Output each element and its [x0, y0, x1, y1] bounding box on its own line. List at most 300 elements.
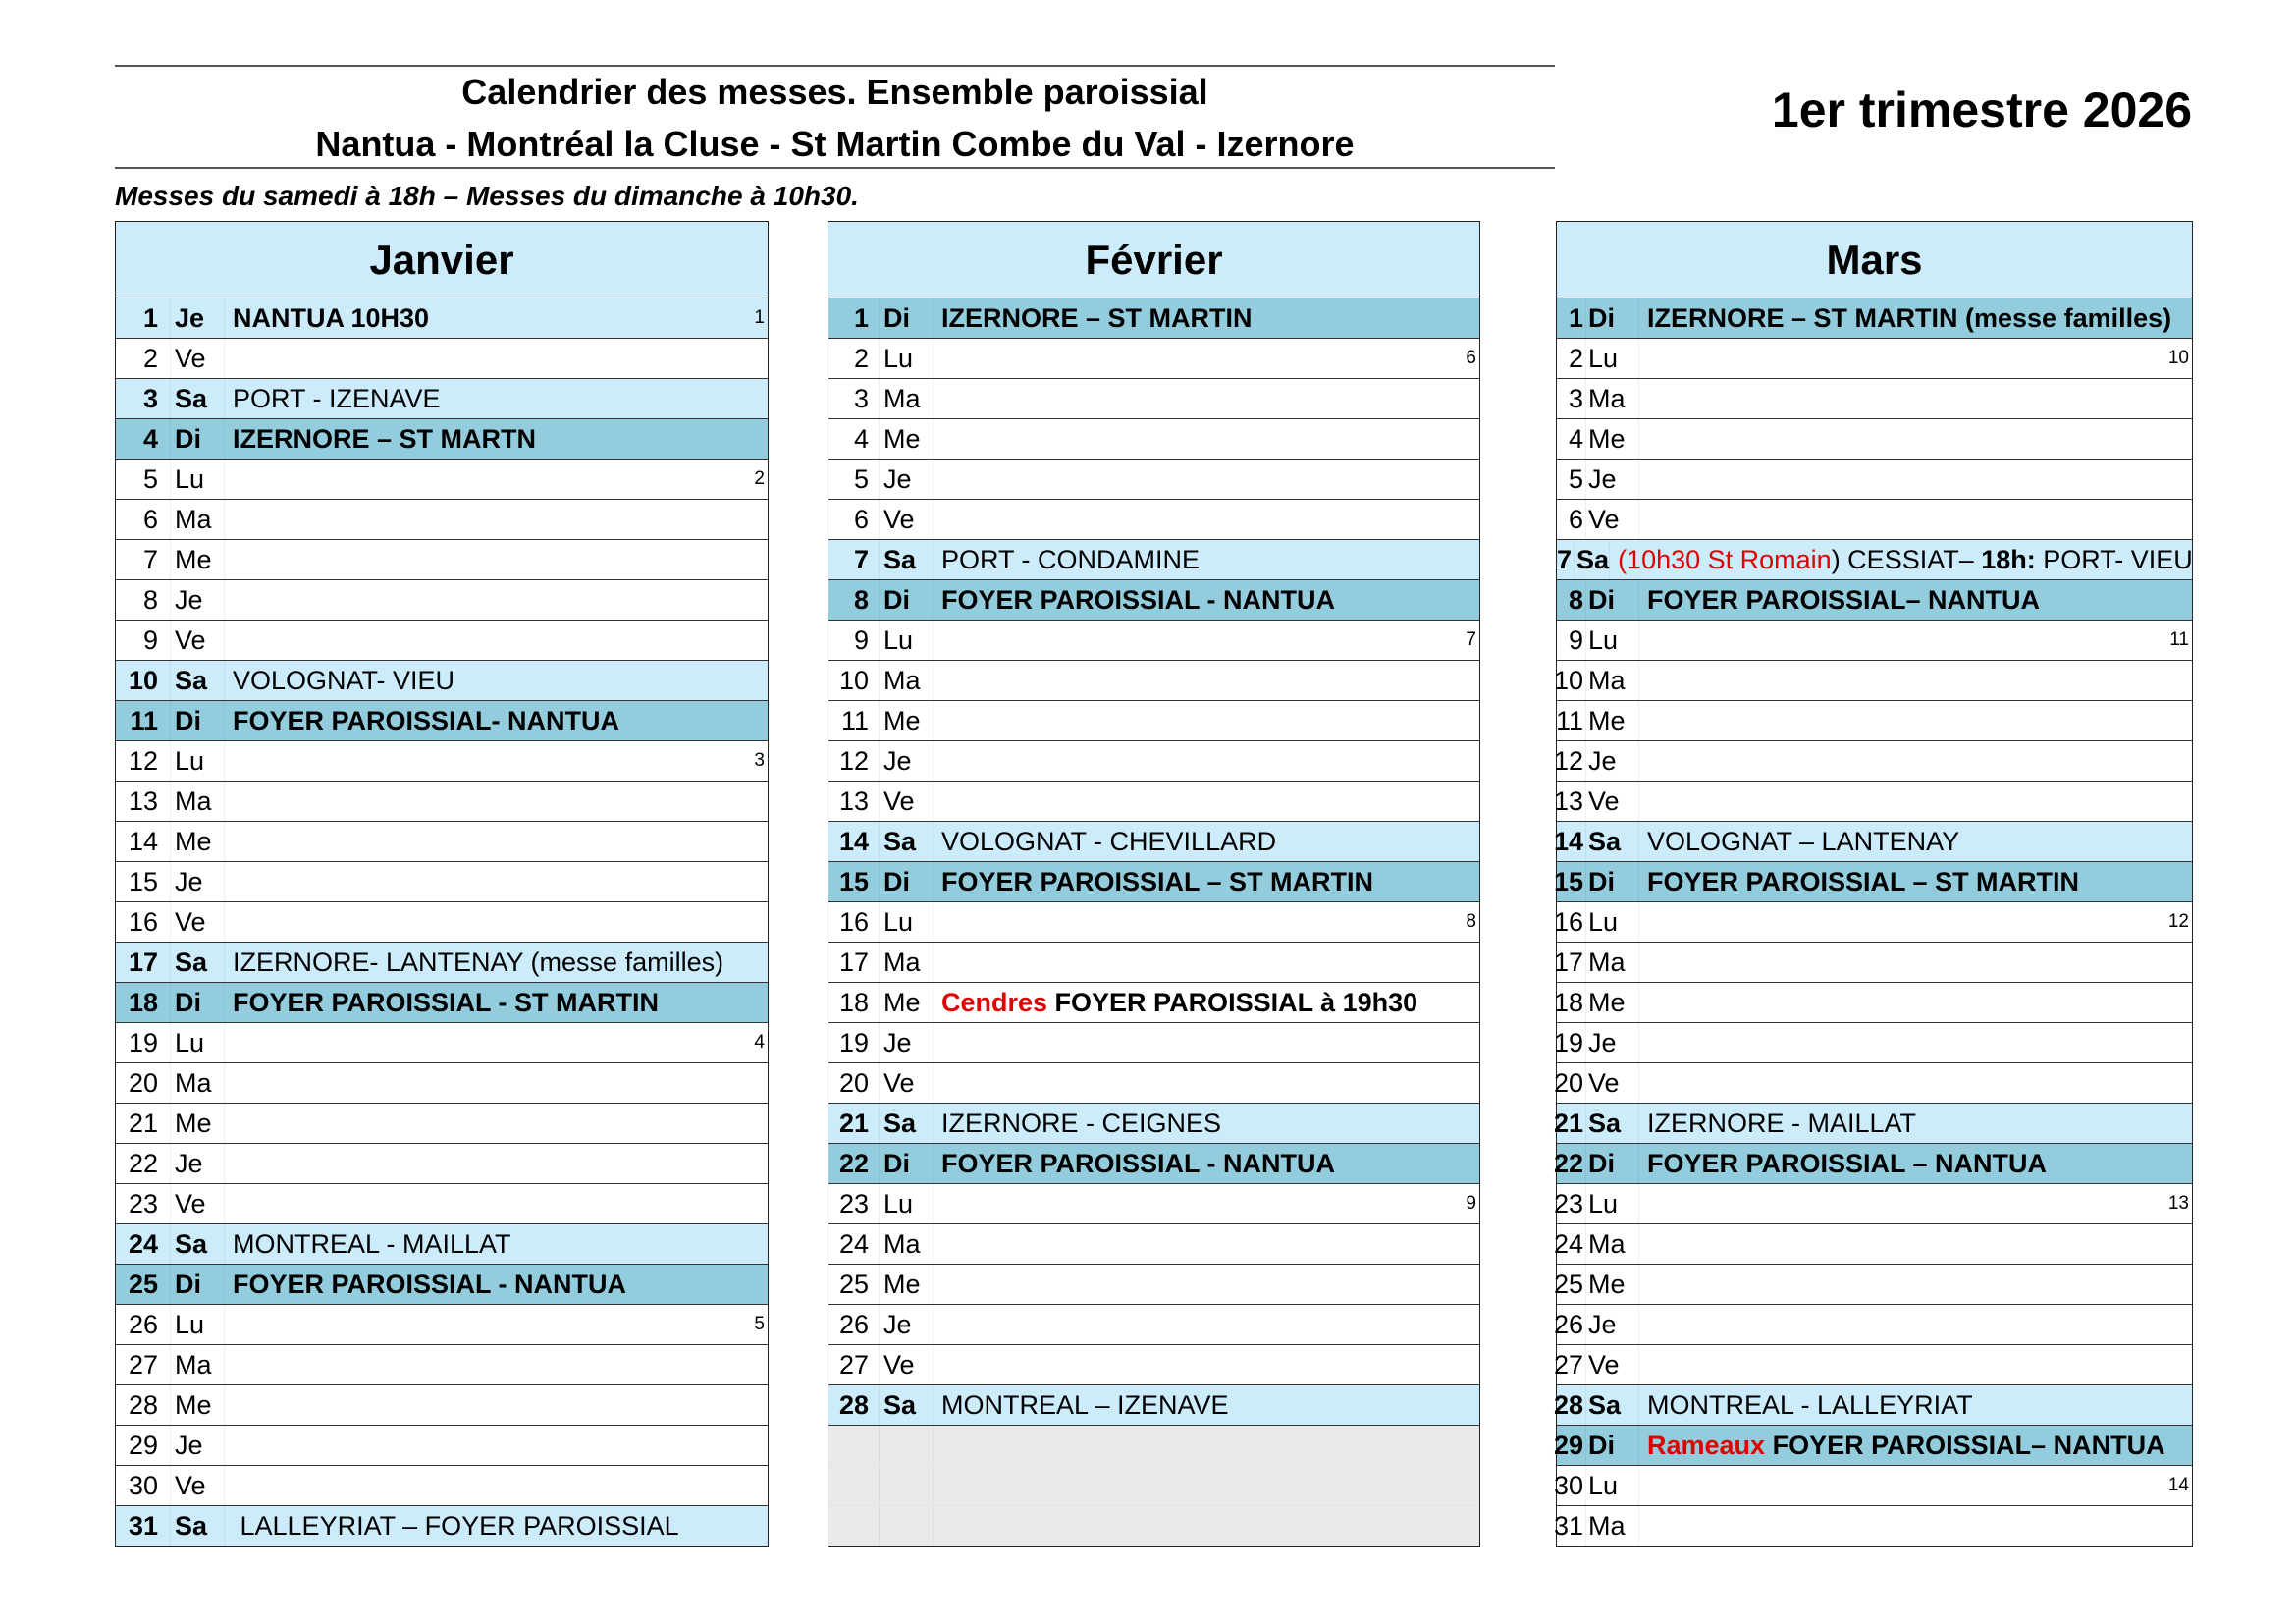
month-table-mars — [1553, 221, 2193, 1547]
day-name: Sa — [171, 1224, 225, 1264]
day-row — [828, 540, 1479, 580]
day-number: 16 — [828, 902, 880, 942]
day-row — [116, 902, 768, 943]
day-name: Ve — [1586, 1345, 1639, 1384]
day-row — [828, 1184, 1479, 1224]
mass-location-text: PORT - CONDAMINE — [941, 544, 1201, 574]
day-number: 11 — [116, 701, 171, 740]
day-row — [116, 500, 768, 540]
day-name: Me — [880, 419, 934, 459]
day-number: 9 — [828, 621, 880, 660]
day-row — [828, 1063, 1479, 1104]
day-row — [828, 298, 1479, 339]
day-number: 30 — [116, 1466, 171, 1505]
day-number: 21 — [116, 1104, 171, 1143]
month-table-fevrier — [828, 221, 1480, 1547]
day-row — [116, 782, 768, 822]
day-name: Je — [1586, 1023, 1639, 1062]
mass-location — [1639, 303, 2192, 334]
day-row — [116, 862, 768, 902]
empty-filler-row — [828, 1506, 1479, 1546]
mass-location-text: FOYER PAROISSIAL- NANTUA — [233, 705, 620, 735]
mass-location-part: (10h30 St Romain — [1618, 544, 1832, 574]
day-name: Je — [880, 460, 934, 499]
day-number: 31 — [116, 1506, 171, 1546]
day-row — [116, 1144, 768, 1184]
day-name: Ma — [1586, 1506, 1639, 1546]
mass-location — [225, 1229, 768, 1260]
day-number: 5 — [116, 460, 171, 499]
day-number: 29 — [1557, 1426, 1586, 1465]
mass-location — [1639, 867, 2192, 897]
day-number: 23 — [1557, 1184, 1586, 1223]
day-row — [116, 419, 768, 460]
mass-location — [934, 545, 1479, 575]
day-name: Me — [880, 701, 934, 740]
mass-location — [1639, 585, 2192, 616]
day-name: Ma — [1586, 1224, 1639, 1264]
day-name: Me — [1586, 419, 1639, 459]
day-row — [1553, 1104, 2192, 1144]
day-row — [828, 701, 1479, 741]
day-row — [1557, 580, 2192, 621]
day-row — [1557, 379, 2192, 419]
mass-location — [934, 585, 1479, 616]
day-number: 6 — [116, 500, 171, 539]
mass-location-part: 18h: — [1981, 544, 2036, 574]
day-row — [828, 339, 1479, 379]
day-number: 11 — [828, 701, 880, 740]
day-name: Ve — [171, 902, 225, 942]
day-row — [1553, 1385, 2192, 1426]
day-name: Ma — [171, 782, 225, 821]
day-name: Je — [171, 1144, 225, 1183]
day-number: 15 — [116, 862, 171, 901]
day-number: 10 — [116, 661, 171, 700]
week-number: 4 — [754, 1032, 765, 1053]
day-number: 24 — [1557, 1224, 1586, 1264]
mass-location — [225, 424, 768, 455]
mass-location — [225, 303, 768, 334]
day-name: Di — [1586, 1144, 1639, 1183]
day-row — [1557, 621, 2192, 661]
day-number: 18 — [1557, 983, 1586, 1022]
empty-cell — [828, 1506, 880, 1546]
day-number: 25 — [828, 1265, 880, 1304]
day-name: Ve — [880, 1345, 934, 1384]
day-number: 22 — [828, 1144, 880, 1183]
day-row — [1557, 298, 2192, 339]
day-number: 26 — [1557, 1305, 1586, 1344]
mass-location-text: FOYER PAROISSIAL à 19h30 — [1047, 987, 1418, 1017]
day-row — [116, 1104, 768, 1144]
week-number: 3 — [754, 750, 765, 771]
day-number: 5 — [828, 460, 880, 499]
day-name: Me — [880, 983, 934, 1022]
day-rows — [116, 298, 768, 1546]
mass-location — [1610, 545, 2193, 575]
day-number: 16 — [1557, 902, 1586, 942]
day-number: 8 — [116, 580, 171, 620]
quarter-label: 1er trimestre 2026 — [1771, 82, 2192, 137]
day-row — [828, 741, 1479, 782]
day-row — [1553, 983, 2192, 1023]
day-number: 13 — [116, 782, 171, 821]
day-number: 4 — [116, 419, 171, 459]
day-row — [116, 1224, 768, 1265]
day-name: Lu — [171, 460, 225, 499]
day-row — [116, 1506, 768, 1546]
day-row — [116, 1466, 768, 1506]
week-number: 8 — [1466, 911, 1476, 932]
day-row — [116, 580, 768, 621]
mass-location-part: PORT- VIEU — [2035, 544, 2193, 574]
day-name: Me — [171, 1104, 225, 1143]
day-rows — [1553, 298, 2193, 1546]
day-number: 12 — [828, 741, 880, 781]
mass-location — [934, 1390, 1479, 1421]
day-name: Sa — [880, 1104, 934, 1143]
day-name: Di — [880, 1144, 934, 1183]
day-number: 20 — [828, 1063, 880, 1103]
day-number: 20 — [116, 1063, 171, 1103]
day-row — [1553, 822, 2192, 862]
mass-location — [225, 384, 768, 414]
day-name: Lu — [880, 339, 934, 378]
day-number: 31 — [1557, 1506, 1586, 1546]
day-name: Ma — [171, 1345, 225, 1384]
day-row — [116, 1345, 768, 1385]
day-name: Me — [1586, 1265, 1639, 1304]
day-row — [1557, 500, 2192, 540]
mass-location-text: MONTREAL - LALLEYRIAT — [1647, 1389, 1973, 1420]
day-number: 8 — [1557, 580, 1586, 620]
empty-cell — [828, 1466, 880, 1505]
week-number: 6 — [1466, 348, 1476, 368]
day-name: Je — [880, 741, 934, 781]
mass-location-text: IZERNORE- LANTENAY (messe familles) — [233, 947, 724, 977]
day-name: Je — [1586, 741, 1639, 781]
mass-location-text: FOYER PAROISSIAL – ST MARTIN — [941, 866, 1374, 896]
day-row — [116, 701, 768, 741]
day-row — [828, 460, 1479, 500]
day-row — [828, 1144, 1479, 1184]
day-number: 13 — [1557, 782, 1586, 821]
day-row — [116, 1265, 768, 1305]
day-row — [828, 1305, 1479, 1345]
day-row — [828, 943, 1479, 983]
mass-location — [1639, 827, 2192, 857]
day-number: 19 — [828, 1023, 880, 1062]
day-row — [828, 1023, 1479, 1063]
day-number: 1 — [828, 298, 880, 338]
week-number: 7 — [1466, 629, 1476, 650]
day-name: Di — [1586, 862, 1639, 901]
day-name: Di — [171, 983, 225, 1022]
day-name: Lu — [880, 902, 934, 942]
day-number: 11 — [1557, 701, 1586, 740]
day-number: 7 — [1557, 540, 1575, 579]
day-number: 12 — [116, 741, 171, 781]
week-number: 2 — [754, 468, 765, 489]
day-row — [116, 1184, 768, 1224]
day-row — [1553, 1023, 2192, 1063]
day-name: Ma — [1586, 661, 1639, 700]
mass-location-part: ) CESSIAT– — [1831, 544, 1982, 574]
day-number: 19 — [1557, 1023, 1586, 1062]
day-number: 2 — [828, 339, 880, 378]
day-row — [116, 298, 768, 339]
day-name: Ma — [171, 1063, 225, 1103]
header-bottom-rule — [115, 167, 1555, 169]
day-name: Ve — [1586, 500, 1639, 539]
day-number: 30 — [1557, 1466, 1586, 1505]
day-row — [1557, 339, 2192, 379]
day-row — [116, 540, 768, 580]
day-name: Me — [171, 540, 225, 579]
mass-location — [225, 1511, 768, 1542]
mass-location-text: FOYER PAROISSIAL - NANTUA — [941, 584, 1336, 615]
mass-location — [934, 867, 1479, 897]
month-table-janvier — [115, 221, 769, 1547]
day-number: 28 — [1557, 1385, 1586, 1425]
mass-location-text: LALLEYRIAT – FOYER PAROISSIAL — [233, 1511, 679, 1541]
day-row — [116, 1305, 768, 1345]
liturgical-feast: Cendres — [941, 987, 1048, 1017]
month-header: Janvier — [116, 222, 768, 298]
day-row — [116, 379, 768, 419]
day-number: 28 — [828, 1385, 880, 1425]
week-number: 14 — [2167, 1475, 2189, 1495]
mass-location-text: VOLOGNAT- VIEU — [233, 665, 455, 695]
day-number: 7 — [828, 540, 880, 579]
day-number: 23 — [828, 1184, 880, 1223]
day-row — [116, 1426, 768, 1466]
day-name: Sa — [880, 540, 934, 579]
day-number: 18 — [116, 983, 171, 1022]
day-name: Lu — [1586, 902, 1639, 942]
day-number: 13 — [828, 782, 880, 821]
day-name: Ma — [880, 943, 934, 982]
day-name: Je — [171, 298, 225, 338]
mass-location — [934, 988, 1479, 1018]
day-name: Lu — [171, 1023, 225, 1062]
mass-location — [1639, 1109, 2192, 1139]
day-name: Ve — [880, 782, 934, 821]
day-name: Di — [1586, 580, 1639, 620]
day-name: Je — [880, 1305, 934, 1344]
day-name: Sa — [1586, 1385, 1639, 1425]
day-row — [1553, 1265, 2192, 1305]
day-number: 16 — [116, 902, 171, 942]
day-row — [1553, 741, 2192, 782]
mass-location-text: NANTUA 10H30 — [233, 302, 430, 333]
day-row — [1557, 701, 2192, 741]
day-number: 27 — [1557, 1345, 1586, 1384]
day-row — [828, 983, 1479, 1023]
mass-location — [1639, 1390, 2192, 1421]
day-name: Je — [1586, 460, 1639, 499]
day-name: Sa — [880, 1385, 934, 1425]
mass-location — [934, 303, 1479, 334]
empty-filler-row — [828, 1426, 1479, 1466]
day-row — [828, 621, 1479, 661]
day-number: 14 — [1557, 822, 1586, 861]
day-row — [828, 1265, 1479, 1305]
empty-cell — [880, 1466, 934, 1505]
day-row — [1553, 943, 2192, 983]
day-number: 6 — [1557, 500, 1586, 539]
day-name: Je — [1586, 1305, 1639, 1344]
day-name: Je — [171, 1426, 225, 1465]
day-number: 4 — [1557, 419, 1586, 459]
day-number: 23 — [116, 1184, 171, 1223]
day-row — [116, 983, 768, 1023]
day-name: Lu — [1586, 1466, 1639, 1505]
day-row — [828, 419, 1479, 460]
mass-location — [225, 1270, 768, 1300]
day-name: Sa — [880, 822, 934, 861]
day-row — [828, 379, 1479, 419]
mass-location — [934, 827, 1479, 857]
day-number: 15 — [1557, 862, 1586, 901]
mass-location-text: MONTREAL – IZENAVE — [941, 1389, 1229, 1420]
day-name: Me — [880, 1265, 934, 1304]
month-header: Mars — [1557, 222, 2192, 298]
month-header: Février — [828, 222, 1479, 298]
day-row — [116, 822, 768, 862]
day-number: 26 — [116, 1305, 171, 1344]
day-number: 22 — [1557, 1144, 1586, 1183]
day-number: 18 — [828, 983, 880, 1022]
day-number: 22 — [116, 1144, 171, 1183]
day-number: 28 — [116, 1385, 171, 1425]
day-row — [116, 339, 768, 379]
day-name: Sa — [1575, 540, 1610, 579]
day-name: Ma — [1586, 943, 1639, 982]
day-number: 2 — [1557, 339, 1586, 378]
day-row — [116, 1023, 768, 1063]
day-row — [116, 460, 768, 500]
day-row — [116, 621, 768, 661]
day-name: Lu — [880, 621, 934, 660]
day-name: Je — [171, 862, 225, 901]
day-row — [828, 1345, 1479, 1385]
mass-location — [225, 666, 768, 696]
day-name: Di — [880, 580, 934, 620]
week-number: 13 — [2167, 1193, 2189, 1214]
day-number: 5 — [1557, 460, 1586, 499]
mass-location — [225, 988, 768, 1018]
document-title: Calendrier des messes. Ensemble paroissial — [461, 72, 1208, 112]
day-name: Ve — [880, 500, 934, 539]
mass-location-text: IZERNORE – ST MARTIN — [941, 302, 1253, 333]
day-name: Sa — [1586, 1104, 1639, 1143]
day-name: Me — [1586, 701, 1639, 740]
day-name: Di — [171, 1265, 225, 1304]
day-number: 21 — [1557, 1104, 1586, 1143]
day-number: 29 — [116, 1426, 171, 1465]
day-row — [1553, 1224, 2192, 1265]
day-name: Ve — [171, 339, 225, 378]
mass-times-note: Messes du samedi à 18h – Messes du dimanche à 10h30. — [115, 181, 859, 211]
day-name: Je — [171, 580, 225, 620]
day-name: Lu — [171, 741, 225, 781]
day-number: 17 — [828, 943, 880, 982]
week-number: 5 — [754, 1314, 765, 1334]
day-row — [1553, 1144, 2192, 1184]
day-row — [828, 1104, 1479, 1144]
day-number: 25 — [116, 1265, 171, 1304]
day-row — [1553, 1466, 2192, 1506]
day-row — [828, 902, 1479, 943]
day-number: 27 — [828, 1345, 880, 1384]
day-name: Sa — [171, 943, 225, 982]
day-row — [828, 500, 1479, 540]
day-number: 14 — [116, 822, 171, 861]
day-name: Me — [1586, 983, 1639, 1022]
day-name: Sa — [1586, 822, 1639, 861]
day-number: 4 — [828, 419, 880, 459]
day-name: Lu — [1586, 1184, 1639, 1223]
day-row — [116, 1385, 768, 1426]
day-row — [1553, 862, 2192, 902]
mass-location-text: FOYER PAROISSIAL – ST MARTIN — [1647, 866, 2080, 896]
day-number: 3 — [116, 379, 171, 418]
week-number: 12 — [2167, 911, 2189, 932]
day-number: 25 — [1557, 1265, 1586, 1304]
day-number: 8 — [828, 580, 880, 620]
day-name: Sa — [171, 1506, 225, 1546]
day-name: Ve — [1586, 782, 1639, 821]
day-row — [828, 862, 1479, 902]
day-row — [116, 943, 768, 983]
parish-names: Nantua - Montréal la Cluse - St Martin Combe du Val - Izernore — [315, 124, 1355, 164]
day-name: Di — [1586, 1426, 1639, 1465]
mass-location-text: FOYER PAROISSIAL - ST MARTIN — [233, 987, 660, 1017]
mass-location-text: FOYER PAROISSIAL– NANTUA — [1647, 584, 2041, 615]
day-number: 9 — [1557, 621, 1586, 660]
day-name: Ve — [880, 1063, 934, 1103]
day-row — [1557, 460, 2192, 500]
day-name: Je — [880, 1023, 934, 1062]
day-number: 24 — [828, 1224, 880, 1264]
day-row — [1553, 1063, 2192, 1104]
empty-filler-row — [828, 1466, 1479, 1506]
day-name: Ma — [171, 500, 225, 539]
day-row — [116, 741, 768, 782]
week-number: 9 — [1466, 1193, 1476, 1214]
day-number: 14 — [828, 822, 880, 861]
week-number: 1 — [754, 307, 765, 328]
day-name: Sa — [171, 379, 225, 418]
day-number: 7 — [116, 540, 171, 579]
day-row — [1553, 1184, 2192, 1224]
mass-location — [1639, 1149, 2192, 1179]
day-number: 26 — [828, 1305, 880, 1344]
day-name: Di — [880, 298, 934, 338]
day-row — [1553, 1305, 2192, 1345]
mass-location-text: FOYER PAROISSIAL - NANTUA — [941, 1148, 1336, 1178]
day-name: Me — [171, 822, 225, 861]
day-row — [1557, 540, 2192, 580]
day-name: Lu — [880, 1184, 934, 1223]
day-row — [828, 580, 1479, 621]
empty-cell — [828, 1426, 880, 1465]
mass-location-text: IZERNORE – ST MARTN — [233, 423, 537, 454]
day-row — [1553, 782, 2192, 822]
day-name: Sa — [171, 661, 225, 700]
